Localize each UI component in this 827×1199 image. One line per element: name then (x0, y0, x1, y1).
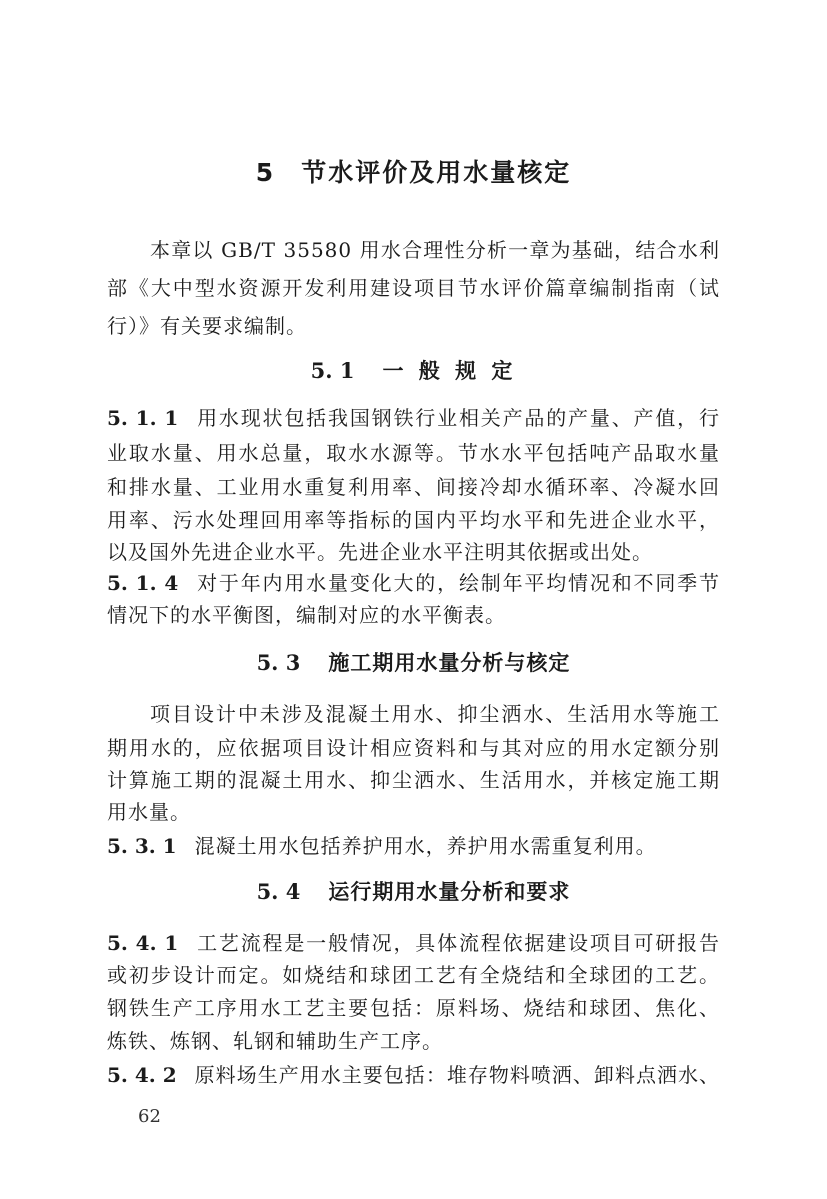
section-title: 施工期用水量分析与核定 (328, 651, 571, 675)
section-title: 一 般 规 定 (382, 359, 517, 383)
clause-line: 用率、污水处理回用率等指标的国内平均水平和先进企业水平， (107, 508, 720, 532)
section-title: 运行期用水量分析和要求 (328, 880, 571, 904)
intro-line: 部《大中型水资源开发利用建设项目节水评价篇章编制指南（试 (107, 276, 720, 300)
clause-number: 5. 1. 4 (107, 571, 179, 595)
chapter-title (0, 156, 827, 190)
page-number: 62 (138, 1106, 161, 1127)
clause-number: 5. 3. 1 (107, 834, 177, 858)
section-heading-5-1 (0, 355, 827, 387)
clause-text: 工艺流程是一般情况，具体流程依据建设项目可研报告 (196, 931, 720, 955)
clause-text: 原料场生产用水主要包括：堆存物料喷洒、卸料点洒水、 (194, 1063, 720, 1087)
clause-line (107, 568, 720, 598)
section-number: 5. 3 (256, 650, 301, 675)
clause-line: 以及国外先进企业水平。先进企业水平注明其依据或出处。 (107, 540, 653, 564)
clause-line: 情况下的水平衡图，编制对应的水平衡表。 (107, 603, 506, 627)
paragraph-line: 项目设计中未涉及混凝土用水、抑尘洒水、生活用水等施工 (150, 702, 720, 726)
clause-line: 业取水量、用水总量，取水水源等。节水水平包括吨产品取水量 (107, 441, 720, 465)
clause-number: 5. 4. 1 (107, 931, 179, 955)
intro-line: 本章以 GB/T 35580 用水合理性分析一章为基础，结合水利 (150, 238, 720, 262)
clause-line: 炼铁、炼钢、轧钢和辅助生产工序。 (107, 1029, 443, 1053)
paragraph-line: 用水量。 (107, 800, 191, 824)
intro-line: 行）》有关要求编制。 (107, 314, 307, 338)
section-number: 5. 4 (256, 879, 301, 904)
clause-text: 对于年内用水量变化大的，绘制年平均情况和不同季节 (196, 571, 720, 595)
chapter-number: 5 (255, 158, 274, 187)
section-heading-5-4 (0, 876, 827, 908)
paragraph-line: 计算施工期的混凝土用水、抑尘洒水、生活用水，并核定施工期 (107, 768, 720, 792)
section-number: 5. 1 (310, 358, 355, 383)
clause-text: 用水现状包括我国钢铁行业相关产品的产量、产值，行 (196, 406, 720, 430)
clause-line: 和排水量、工业用水重复利用率、间接冷却水循环率、冷凝水回 (107, 475, 720, 499)
clause-line: 或初步设计而定。如烧结和球团工艺有全烧结和全球团的工艺。 (107, 963, 720, 987)
paragraph-line: 期用水的，应依据项目设计相应资料和与其对应的用水定额分别 (107, 736, 720, 760)
clause-line (107, 831, 720, 861)
section-heading-5-3 (0, 647, 827, 679)
chapter-title-text: 节水评价及用水量核定 (301, 158, 572, 187)
clause-line (107, 1060, 720, 1090)
clause-line (107, 403, 720, 433)
clause-line: 钢铁生产工序用水工艺主要包括：原料场、烧结和球团、焦化、 (107, 996, 720, 1020)
clause-number: 5. 1. 1 (107, 406, 179, 430)
clause-line (107, 928, 720, 958)
clause-text: 混凝土用水包括养护用水，养护用水需重复利用。 (194, 834, 657, 858)
clause-number: 5. 4. 2 (107, 1063, 177, 1087)
